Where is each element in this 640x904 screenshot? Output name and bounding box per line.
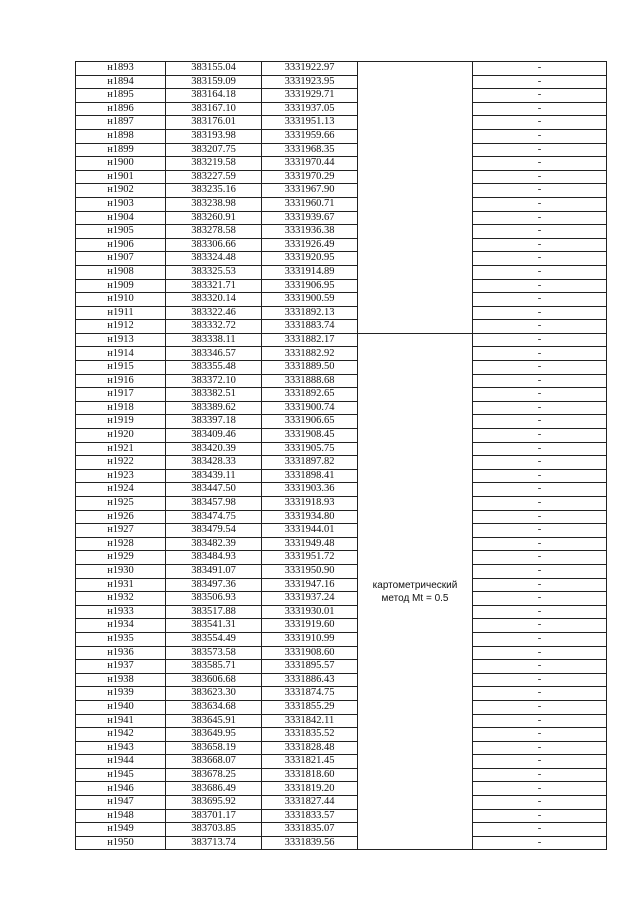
table-row [76,796,607,810]
y-coordinate-cell: 3331906.95 [262,279,358,293]
y-coordinate-cell: 3331908.60 [262,646,358,660]
x-coordinate-cell: 383585.71 [166,660,262,674]
y-coordinate-cell: 3331944.01 [262,524,358,538]
precision-cell: - [473,197,607,211]
x-coordinate-cell: 383678.25 [166,768,262,782]
x-coordinate-cell: 383420.39 [166,442,262,456]
point-id-cell: н1913 [76,333,166,347]
x-coordinate-cell: 383389.62 [166,401,262,415]
precision-cell: - [473,564,607,578]
y-coordinate-cell: 3331888.68 [262,374,358,388]
y-coordinate-cell: 3331828.48 [262,741,358,755]
point-id-cell: н1895 [76,89,166,103]
precision-cell: - [473,320,607,334]
table-row [76,252,607,266]
table-row [76,483,607,497]
point-id-cell: н1939 [76,687,166,701]
precision-cell: - [473,211,607,225]
precision-cell: - [473,497,607,511]
precision-cell: - [473,483,607,497]
table-row [76,510,607,524]
point-id-cell: н1898 [76,129,166,143]
x-coordinate-cell: 383606.68 [166,673,262,687]
point-id-cell: н1909 [76,279,166,293]
precision-cell: - [473,524,607,538]
precision-cell: - [473,809,607,823]
point-id-cell: н1922 [76,456,166,470]
x-coordinate-cell: 383491.07 [166,564,262,578]
y-coordinate-cell: 3331855.29 [262,700,358,714]
y-coordinate-cell: 3331937.05 [262,102,358,116]
table-row [76,782,607,796]
precision-cell: - [473,687,607,701]
precision-cell: - [473,401,607,415]
y-coordinate-cell: 3331949.48 [262,537,358,551]
point-id-cell: н1931 [76,578,166,592]
table-row [76,660,607,674]
point-id-cell: н1901 [76,170,166,184]
point-id-cell: н1949 [76,823,166,837]
y-coordinate-cell: 3331821.45 [262,755,358,769]
table-row [76,279,607,293]
table-row [76,157,607,171]
coordinates-table [75,61,607,850]
point-id-cell: н1915 [76,361,166,375]
point-id-cell: н1919 [76,415,166,429]
point-id-cell: н1900 [76,157,166,171]
x-coordinate-cell: 383260.91 [166,211,262,225]
x-coordinate-cell: 383397.18 [166,415,262,429]
table-row [76,700,607,714]
y-coordinate-cell: 3331922.97 [262,62,358,76]
y-coordinate-cell: 3331897.82 [262,456,358,470]
point-id-cell: н1928 [76,537,166,551]
table-row [76,524,607,538]
precision-cell: - [473,306,607,320]
table-row [76,197,607,211]
table-row [76,456,607,470]
y-coordinate-cell: 3331905.75 [262,442,358,456]
table-row [76,836,607,850]
precision-cell: - [473,646,607,660]
precision-cell: - [473,374,607,388]
table-row [76,415,607,429]
precision-cell: - [473,62,607,76]
table-row [76,768,607,782]
y-coordinate-cell: 3331818.60 [262,768,358,782]
x-coordinate-cell: 383372.10 [166,374,262,388]
table-row [76,75,607,89]
point-id-cell: н1950 [76,836,166,850]
x-coordinate-cell: 383686.49 [166,782,262,796]
x-coordinate-cell: 383227.59 [166,170,262,184]
x-coordinate-cell: 383338.11 [166,333,262,347]
x-coordinate-cell: 383355.48 [166,361,262,375]
point-id-cell: н1912 [76,320,166,334]
precision-cell: - [473,537,607,551]
y-coordinate-cell: 3331926.49 [262,238,358,252]
table-row [76,646,607,660]
precision-cell: - [473,333,607,347]
point-id-cell: н1929 [76,551,166,565]
x-coordinate-cell: 383517.88 [166,605,262,619]
y-coordinate-cell: 3331874.75 [262,687,358,701]
y-coordinate-cell: 3331883.74 [262,320,358,334]
y-coordinate-cell: 3331920.95 [262,252,358,266]
table-row [76,401,607,415]
y-coordinate-cell: 3331936.38 [262,225,358,239]
point-id-cell: н1924 [76,483,166,497]
y-coordinate-cell: 3331918.93 [262,497,358,511]
point-id-cell: н1926 [76,510,166,524]
x-coordinate-cell: 383479.54 [166,524,262,538]
table-row [76,469,607,483]
x-coordinate-cell: 383541.31 [166,619,262,633]
x-coordinate-cell: 383658.19 [166,741,262,755]
x-coordinate-cell: 383324.48 [166,252,262,266]
table-row [76,184,607,198]
table-row [76,306,607,320]
x-coordinate-cell: 383278.58 [166,225,262,239]
precision-cell: - [473,225,607,239]
x-coordinate-cell: 383238.98 [166,197,262,211]
precision-cell: - [473,605,607,619]
table-row [76,537,607,551]
x-coordinate-cell: 383649.95 [166,728,262,742]
x-coordinate-cell: 383346.57 [166,347,262,361]
precision-cell: - [473,238,607,252]
point-id-cell: н1893 [76,62,166,76]
precision-cell: - [473,293,607,307]
table-row [76,361,607,375]
table-row [76,333,607,347]
y-coordinate-cell: 3331930.01 [262,605,358,619]
precision-cell: - [473,755,607,769]
y-coordinate-cell: 3331929.71 [262,89,358,103]
x-coordinate-cell: 383457.98 [166,497,262,511]
point-id-cell: н1897 [76,116,166,130]
table-row [76,809,607,823]
x-coordinate-cell: 383668.07 [166,755,262,769]
y-coordinate-cell: 3331937.24 [262,592,358,606]
method-cell [358,62,473,334]
point-id-cell: н1923 [76,469,166,483]
y-coordinate-cell: 3331882.92 [262,347,358,361]
precision-cell: - [473,143,607,157]
y-coordinate-cell: 3331914.89 [262,265,358,279]
precision-cell: - [473,510,607,524]
y-coordinate-cell: 3331968.35 [262,143,358,157]
point-id-cell: н1914 [76,347,166,361]
precision-cell: - [473,823,607,837]
point-id-cell: н1944 [76,755,166,769]
table-row [76,564,607,578]
point-id-cell: н1946 [76,782,166,796]
precision-cell: - [473,347,607,361]
point-id-cell: н1930 [76,564,166,578]
precision-cell: - [473,388,607,402]
y-coordinate-cell: 3331967.90 [262,184,358,198]
point-id-cell: н1933 [76,605,166,619]
point-id-cell: н1940 [76,700,166,714]
x-coordinate-cell: 383321.71 [166,279,262,293]
table-row [76,578,607,592]
point-id-cell: н1925 [76,497,166,511]
precision-cell: - [473,660,607,674]
point-id-cell: н1920 [76,429,166,443]
x-coordinate-cell: 383320.14 [166,293,262,307]
x-coordinate-cell: 383634.68 [166,700,262,714]
point-id-cell: н1932 [76,592,166,606]
x-coordinate-cell: 383713.74 [166,836,262,850]
x-coordinate-cell: 383176.01 [166,116,262,130]
y-coordinate-cell: 3331906.65 [262,415,358,429]
y-coordinate-cell: 3331923.95 [262,75,358,89]
point-id-cell: н1945 [76,768,166,782]
table-row [76,89,607,103]
precision-cell: - [473,89,607,103]
y-coordinate-cell: 3331882.17 [262,333,358,347]
table-row [76,442,607,456]
y-coordinate-cell: 3331908.45 [262,429,358,443]
precision-cell: - [473,170,607,184]
y-coordinate-cell: 3331919.60 [262,619,358,633]
table-row [76,211,607,225]
point-id-cell: н1902 [76,184,166,198]
x-coordinate-cell: 383332.72 [166,320,262,334]
table-row [76,714,607,728]
precision-cell: - [473,796,607,810]
precision-cell: - [473,551,607,565]
point-id-cell: н1935 [76,632,166,646]
point-id-cell: н1904 [76,211,166,225]
x-coordinate-cell: 383573.58 [166,646,262,660]
y-coordinate-cell: 3331959.66 [262,129,358,143]
table-row [76,728,607,742]
precision-cell: - [473,632,607,646]
y-coordinate-cell: 3331947.16 [262,578,358,592]
x-coordinate-cell: 383428.33 [166,456,262,470]
table-row [76,429,607,443]
point-id-cell: н1941 [76,714,166,728]
precision-cell: - [473,415,607,429]
table-row [76,592,607,606]
table-row [76,605,607,619]
precision-cell: - [473,578,607,592]
precision-cell: - [473,279,607,293]
table-row [76,632,607,646]
table-row [76,388,607,402]
x-coordinate-cell: 383155.04 [166,62,262,76]
point-id-cell: н1917 [76,388,166,402]
precision-cell: - [473,456,607,470]
y-coordinate-cell: 3331960.71 [262,197,358,211]
precision-cell: - [473,252,607,266]
x-coordinate-cell: 383193.98 [166,129,262,143]
table-row [76,755,607,769]
y-coordinate-cell: 3331900.74 [262,401,358,415]
y-coordinate-cell: 3331892.65 [262,388,358,402]
y-coordinate-cell: 3331900.59 [262,293,358,307]
x-coordinate-cell: 383235.16 [166,184,262,198]
y-coordinate-cell: 3331835.07 [262,823,358,837]
table-row [76,129,607,143]
precision-cell: - [473,768,607,782]
table-row [76,238,607,252]
point-id-cell: н1903 [76,197,166,211]
table-row [76,293,607,307]
y-coordinate-cell: 3331835.52 [262,728,358,742]
x-coordinate-cell: 383159.09 [166,75,262,89]
table-row [76,225,607,239]
table-row [76,687,607,701]
point-id-cell: н1894 [76,75,166,89]
precision-cell: - [473,75,607,89]
x-coordinate-cell: 383482.39 [166,537,262,551]
precision-cell: - [473,429,607,443]
x-coordinate-cell: 383164.18 [166,89,262,103]
precision-cell: - [473,714,607,728]
point-id-cell: н1905 [76,225,166,239]
point-id-cell: н1896 [76,102,166,116]
point-id-cell: н1899 [76,143,166,157]
table-row [76,116,607,130]
point-id-cell: н1943 [76,741,166,755]
x-coordinate-cell: 383554.49 [166,632,262,646]
precision-cell: - [473,116,607,130]
precision-cell: - [473,673,607,687]
y-coordinate-cell: 3331939.67 [262,211,358,225]
x-coordinate-cell: 383382.51 [166,388,262,402]
point-id-cell: н1947 [76,796,166,810]
point-id-cell: н1938 [76,673,166,687]
y-coordinate-cell: 3331892.13 [262,306,358,320]
precision-cell: - [473,836,607,850]
point-id-cell: н1927 [76,524,166,538]
point-id-cell: н1921 [76,442,166,456]
point-id-cell: н1937 [76,660,166,674]
x-coordinate-cell: 383447.50 [166,483,262,497]
table-row [76,741,607,755]
precision-cell: - [473,469,607,483]
x-coordinate-cell: 383703.85 [166,823,262,837]
table-row [76,823,607,837]
x-coordinate-cell: 383506.93 [166,592,262,606]
y-coordinate-cell: 3331819.20 [262,782,358,796]
y-coordinate-cell: 3331889.50 [262,361,358,375]
x-coordinate-cell: 383306.66 [166,238,262,252]
point-id-cell: н1910 [76,293,166,307]
point-id-cell: н1948 [76,809,166,823]
table-row [76,347,607,361]
table-row [76,265,607,279]
precision-cell: - [473,265,607,279]
point-id-cell: н1916 [76,374,166,388]
point-id-cell: н1942 [76,728,166,742]
y-coordinate-cell: 3331895.57 [262,660,358,674]
x-coordinate-cell: 383701.17 [166,809,262,823]
y-coordinate-cell: 3331842.11 [262,714,358,728]
precision-cell: - [473,184,607,198]
point-id-cell: н1918 [76,401,166,415]
table-row [76,143,607,157]
precision-cell: - [473,782,607,796]
x-coordinate-cell: 383322.46 [166,306,262,320]
x-coordinate-cell: 383167.10 [166,102,262,116]
precision-cell: - [473,157,607,171]
x-coordinate-cell: 383623.30 [166,687,262,701]
point-id-cell: н1936 [76,646,166,660]
x-coordinate-cell: 383409.46 [166,429,262,443]
precision-cell: - [473,619,607,633]
point-id-cell: н1907 [76,252,166,266]
x-coordinate-cell: 383695.92 [166,796,262,810]
point-id-cell: н1906 [76,238,166,252]
y-coordinate-cell: 3331839.56 [262,836,358,850]
y-coordinate-cell: 3331886.43 [262,673,358,687]
point-id-cell: н1934 [76,619,166,633]
x-coordinate-cell: 383474.75 [166,510,262,524]
table-row [76,62,607,76]
point-id-cell: н1908 [76,265,166,279]
table-row [76,497,607,511]
y-coordinate-cell: 3331934.80 [262,510,358,524]
x-coordinate-cell: 383645.91 [166,714,262,728]
precision-cell: - [473,361,607,375]
table-row [76,102,607,116]
precision-cell: - [473,728,607,742]
x-coordinate-cell: 383484.93 [166,551,262,565]
y-coordinate-cell: 3331951.13 [262,116,358,130]
x-coordinate-cell: 383219.58 [166,157,262,171]
x-coordinate-cell: 383497.36 [166,578,262,592]
point-id-cell: н1911 [76,306,166,320]
y-coordinate-cell: 3331950.90 [262,564,358,578]
y-coordinate-cell: 3331903.36 [262,483,358,497]
precision-cell: - [473,129,607,143]
y-coordinate-cell: 3331970.44 [262,157,358,171]
precision-cell: - [473,442,607,456]
x-coordinate-cell: 383439.11 [166,469,262,483]
table-row [76,374,607,388]
table-row [76,619,607,633]
y-coordinate-cell: 3331951.72 [262,551,358,565]
y-coordinate-cell: 3331827.44 [262,796,358,810]
table-row [76,551,607,565]
y-coordinate-cell: 3331970.29 [262,170,358,184]
table-row [76,320,607,334]
precision-cell: - [473,700,607,714]
precision-cell: - [473,102,607,116]
x-coordinate-cell: 383207.75 [166,143,262,157]
precision-cell: - [473,741,607,755]
y-coordinate-cell: 3331898.41 [262,469,358,483]
y-coordinate-cell: 3331833.57 [262,809,358,823]
y-coordinate-cell: 3331910.99 [262,632,358,646]
x-coordinate-cell: 383325.53 [166,265,262,279]
precision-cell: - [473,592,607,606]
method-cell: картометрический метод Mt = 0.5 [358,333,473,850]
coordinates-table-body [76,62,607,850]
table-row [76,170,607,184]
table-row [76,673,607,687]
